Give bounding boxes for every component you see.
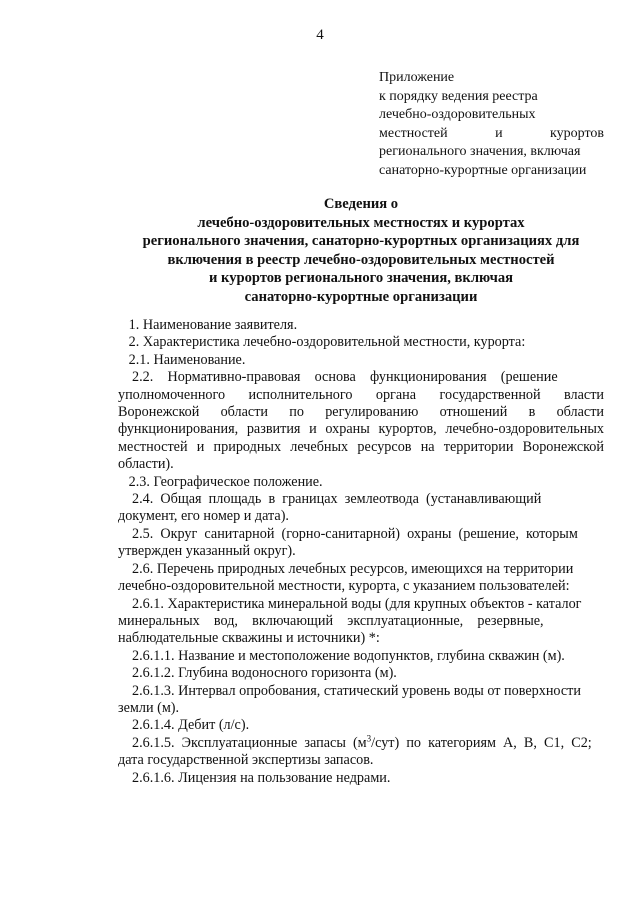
item-2-3: 2.3. Географическое положение. — [128, 473, 323, 490]
title-line: включения в реестр лечебно-оздоровительных местностей — [167, 251, 555, 268]
appendix-line: Приложение — [379, 70, 455, 85]
item-2-4: 2.4. Общая площадь в границах землеотвода (устанавливающий документ, его номер и дата). — [118, 491, 542, 525]
item-2-6-1-3: 2.6.1.3. Интервал опробования, статический уровень воды от поверхности земли (м). — [118, 682, 581, 716]
document-body — [118, 317, 604, 787]
appendix-line: санаторно-курортные организации — [379, 162, 587, 178]
item-2-2: 2.2. Нормативно-правовая основа функционирования (решение уполномоченного исполнительного органа государственной власти Воронежской области по регулированию отношений в области функционирования, развития и охраны курортов, лечебно-оздоровительных местностей и природных лечебных ресурсов на территории Воронежской области). — [118, 369, 604, 473]
appendix-line: лечебно-оздоровительных — [379, 107, 536, 123]
appendix-line: к порядку ведения реестра — [379, 88, 538, 104]
page-number: 4 — [316, 27, 324, 43]
item-1: 1. Наименование заявителя. — [128, 317, 298, 333]
item-2-6-1-2: 2.6.1.2. Глубина водоносного горизонта (м). — [132, 665, 397, 682]
item-2-1: 2.1. Наименование. — [128, 351, 246, 368]
item-2-6-1: 2.6.1. Характеристика минеральной воды (для крупных объектов - каталог минеральных вод, включающий эксплуатационные, резервные, наблюдательные скважины и источники) *: — [118, 595, 582, 647]
item-2-6: 2.6. Перечень природных лечебных ресурсов, имеющихся на территории лечебно-оздоровительной местности, курорта, с указанием пользователей: — [118, 560, 574, 595]
item-2-5: 2.5. Округ санитарной (горно-санитарной) охраны (решение, которым утвержден указанный округ). — [118, 525, 578, 560]
appendix-line: регионального значения, включая — [379, 144, 581, 160]
appendix-header — [379, 69, 604, 181]
item-2: 2. Характеристика лечебно-оздоровительной местности, курорта: — [128, 334, 526, 351]
item-2-6-1-5: 2.6.1.5. Эксплуатационные запасы $(м^3/сут)$ по категориям А, В, С1, С2; дата государственной экспертизы запасов. — [118, 733, 592, 769]
appendix-line: местностей и курортов — [379, 125, 604, 141]
title-line: Сведения о — [323, 196, 399, 212]
title-line: санаторно-курортные организации — [244, 288, 478, 305]
item-2-6-1-6: 2.6.1.6. Лицензия на пользование недрами. — [132, 769, 391, 786]
item-2-6-1-1: 2.6.1.1. Название и местоположение водопунктов, глубина скважин (м). — [132, 647, 565, 664]
document-title — [118, 195, 604, 307]
item-2-6-1-4: 2.6.1.4. Дебит (л/с). — [132, 717, 250, 734]
superscript-3: 3 — [366, 733, 372, 744]
title-line: лечебно-оздоровительных местностях и курортах — [197, 214, 525, 231]
title-line: и курортов регионального значения, включая — [208, 270, 514, 287]
title-line: регионального значения, санаторно-курортных организациях для — [142, 233, 580, 250]
